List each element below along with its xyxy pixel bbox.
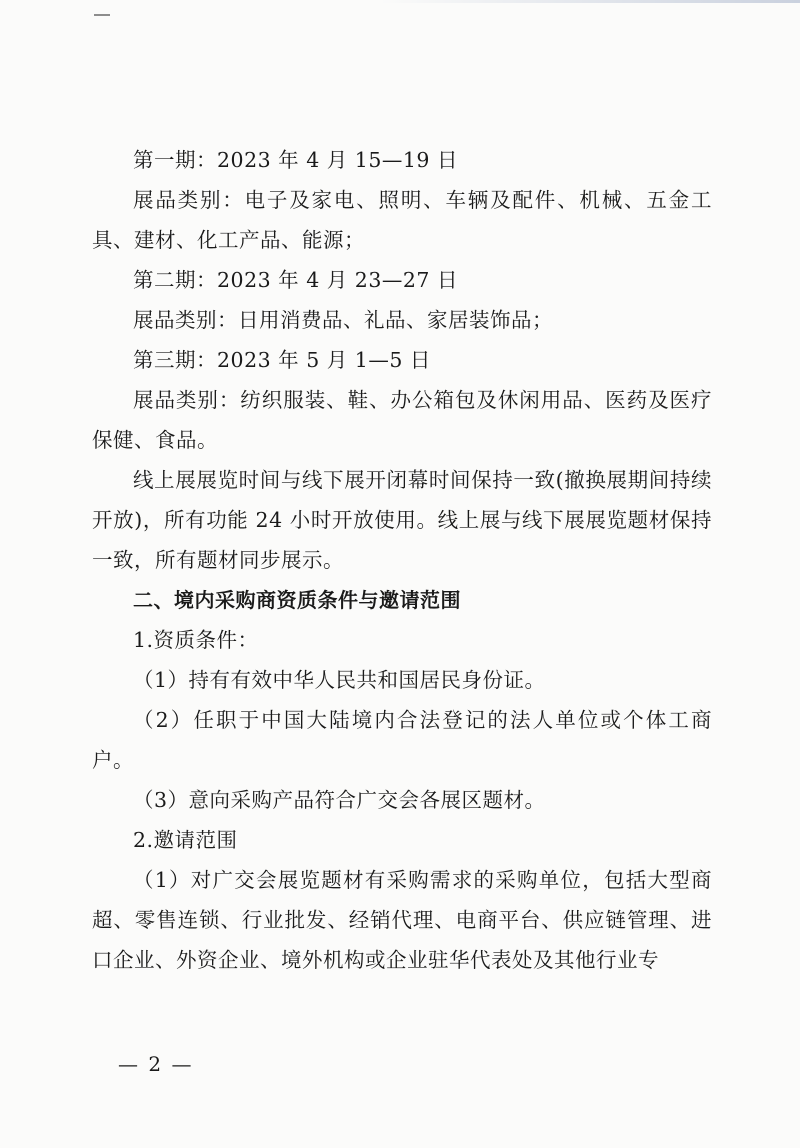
qualification-item-3: （3）意向采购产品符合广交会各展区题材。 (133, 788, 546, 812)
invitation-title: 2.邀请范围 (133, 828, 238, 852)
page-number: — 2 — (118, 1052, 194, 1076)
scan-mark (94, 14, 110, 16)
section-heading: 二、境内采购商资质条件与邀请范围 (133, 588, 461, 612)
document-body (92, 140, 712, 980)
phase1-categories: 展品类别：电子及家电、照明、车辆及配件、机械、五金工具、建材、化工产品、能源； (92, 188, 712, 252)
phase2-date: 第二期：2023 年 4 月 23—27 日 (133, 268, 458, 292)
qualification-title: 1.资质条件： (133, 628, 259, 652)
invitation-item-1: （1）对广交会展览题材有采购需求的采购单位，包括大型商超、零售连锁、行业批发、经销代理、电商平台、供应链管理、进口企业、外资企业、境外机构或企业驻华代表处及其他行业专 (92, 868, 712, 972)
phase1-date: 第一期：2023 年 4 月 15—19 日 (133, 148, 458, 172)
qualification-item-1: （1）持有有效中华人民共和国居民身份证。 (133, 668, 546, 692)
online-exhibition-paragraph: 线上展展览时间与线下展开闭幕时间保持一致(撤换展期间持续开放)，所有功能 24 小时开放使用。线上展与线下展展览题材保持一致，所有题材同步展示。 (92, 468, 712, 572)
phase3-date: 第三期：2023 年 5 月 1—5 日 (133, 348, 431, 372)
qualification-item-2: （2）任职于中国大陆境内合法登记的法人单位或个体工商户。 (92, 708, 712, 772)
phase2-categories: 展品类别：日用消费品、礼品、家居装饰品； (133, 308, 553, 332)
phase3-categories: 展品类别：纺织服装、鞋、办公箱包及休闲用品、医药及医疗保健、食品。 (92, 388, 712, 452)
scan-edge (380, 0, 800, 3)
